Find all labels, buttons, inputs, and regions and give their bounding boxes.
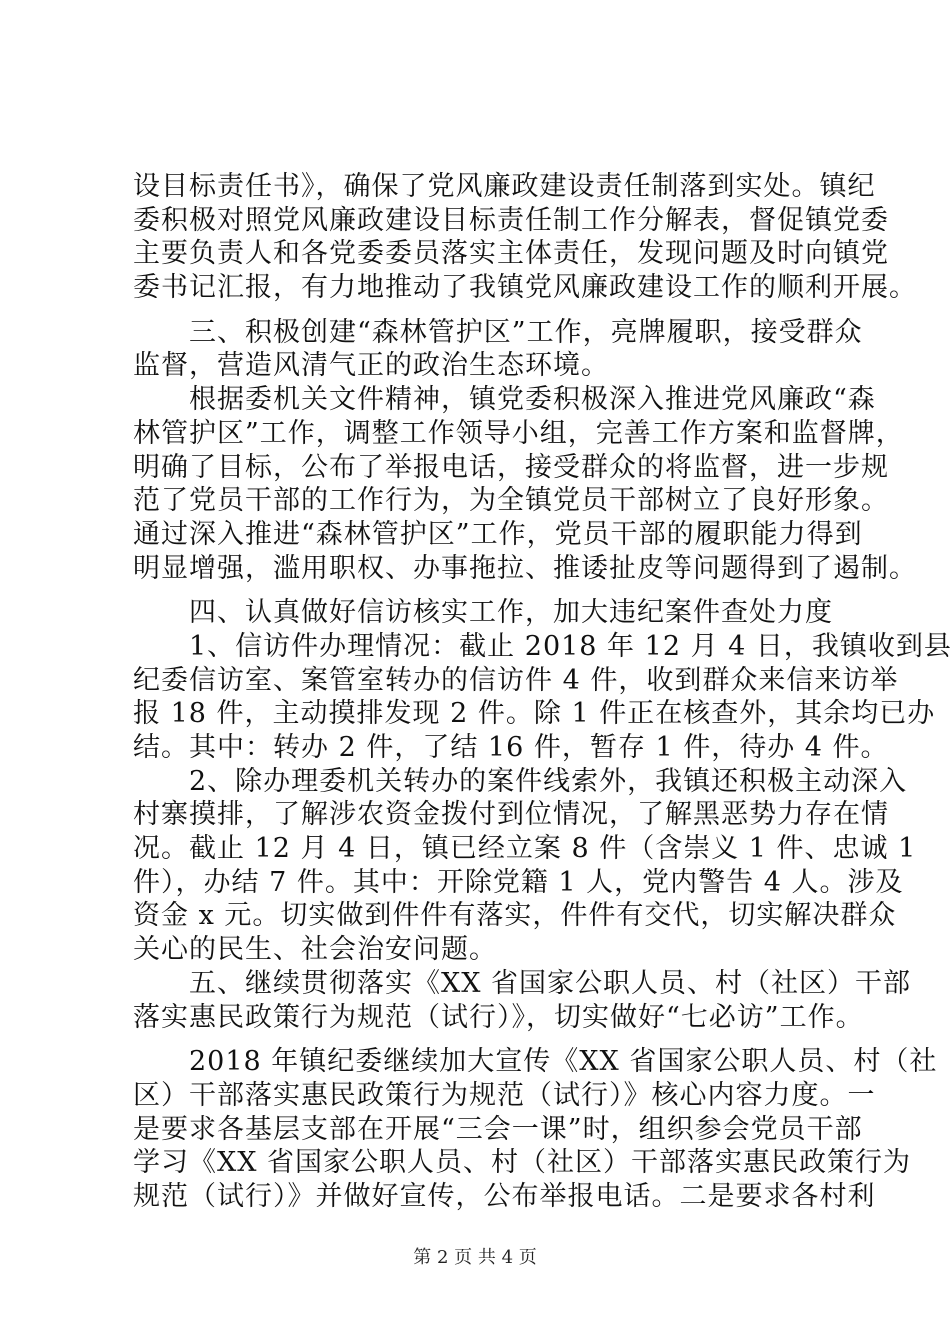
text-line: 委积极对照党风廉政建设目标责任制工作分解表，督促镇党委: [133, 205, 889, 236]
text-line: 2、除办理委机关转办的案件线索外，我镇还积极主动深入: [133, 766, 908, 797]
text-line: 报 18 件，主动摸排发现 2 件。除 1 件正在核查外，其余均已办: [133, 698, 936, 729]
page-number: 第 2 页 共 4 页: [413, 1247, 537, 1268]
text-line: 资金 x 元。切实做到件件有落实，件件有交代，切实解决群众: [133, 900, 897, 931]
text-line: 是要求各基层支部在开展“三会一课”时，组织参会党员干部: [133, 1114, 863, 1145]
text-line: 通过深入推进“森林管护区”工作，党员干部的履职能力得到: [133, 519, 863, 550]
text-line: 纪委信访室、案管室转办的信访件 4 件，收到群众来信来访举: [133, 665, 899, 696]
text-line: 村寨摸排，了解涉农资金拨付到位情况，了解黑恶势力存在情: [133, 799, 889, 830]
text-line: 设目标责任书》，确保了党风廉政建设责任制落到实处。镇纪: [133, 171, 876, 202]
section-heading: 四、认真做好信访核实工作，加大违纪案件查处力度: [133, 597, 833, 628]
text-line: 范了党员干部的工作行为，为全镇党员干部树立了良好形象。: [133, 485, 889, 516]
text-line: 结。其中：转办 2 件，了结 16 件，暂存 1 件，待办 4 件。: [133, 732, 889, 763]
text-line: 委书记汇报，有力地推动了我镇党风廉政建设工作的顺利开展。: [133, 272, 917, 303]
section-heading: 落实惠民政策行为规范（试行）》，切实做好“七必访”工作。: [133, 1002, 864, 1033]
text-line: 林管护区”工作，调整工作领导小组，完善工作方案和监督牌，: [133, 418, 904, 449]
text-line: 2018 年镇纪委继续加大宣传《XX 省国家公职人员、村（社: [133, 1046, 938, 1077]
section-heading: 监督，营造风清气正的政治生态环境。: [133, 350, 609, 381]
text-line: 根据委机关文件精神，镇党委积极深入推进党风廉政“森: [133, 384, 876, 415]
text-line: 关心的民生、社会治安问题。: [133, 934, 497, 965]
section-heading: 三、积极创建“森林管护区”工作，亮牌履职，接受群众: [133, 317, 863, 348]
text-line: 区）干部落实惠民政策行为规范（试行）》核心内容力度。一: [133, 1080, 876, 1111]
text-line: 明确了目标，公布了举报电话，接受群众的将监督，进一步规: [133, 452, 889, 483]
section-heading: 五、继续贯彻落实《XX 省国家公职人员、村（社区）干部: [133, 968, 912, 999]
text-line: 件），办结 7 件。其中：开除党籍 1 人，党内警告 4 人。涉及: [133, 867, 904, 898]
text-line: 规范（试行）》并做好宣传，公布举报电话。二是要求各村利: [133, 1181, 876, 1212]
text-line: 1、信访件办理情况：截止 2018 年 12 月 4 日，我镇收到县: [133, 631, 952, 662]
text-line: 况。截止 12 月 4 日，镇已经立案 8 件（含崇义 1 件、忠诚 1: [133, 833, 917, 864]
text-line: 主要负责人和各党委委员落实主体责任，发现问题及时向镇党: [133, 238, 889, 269]
text-line: 学习《XX 省国家公职人员、村（社区）干部落实惠民政策行为: [133, 1147, 912, 1178]
text-line: 明显增强，滥用职权、办事拖拉、推诿扯皮等问题得到了遏制。: [133, 553, 917, 584]
